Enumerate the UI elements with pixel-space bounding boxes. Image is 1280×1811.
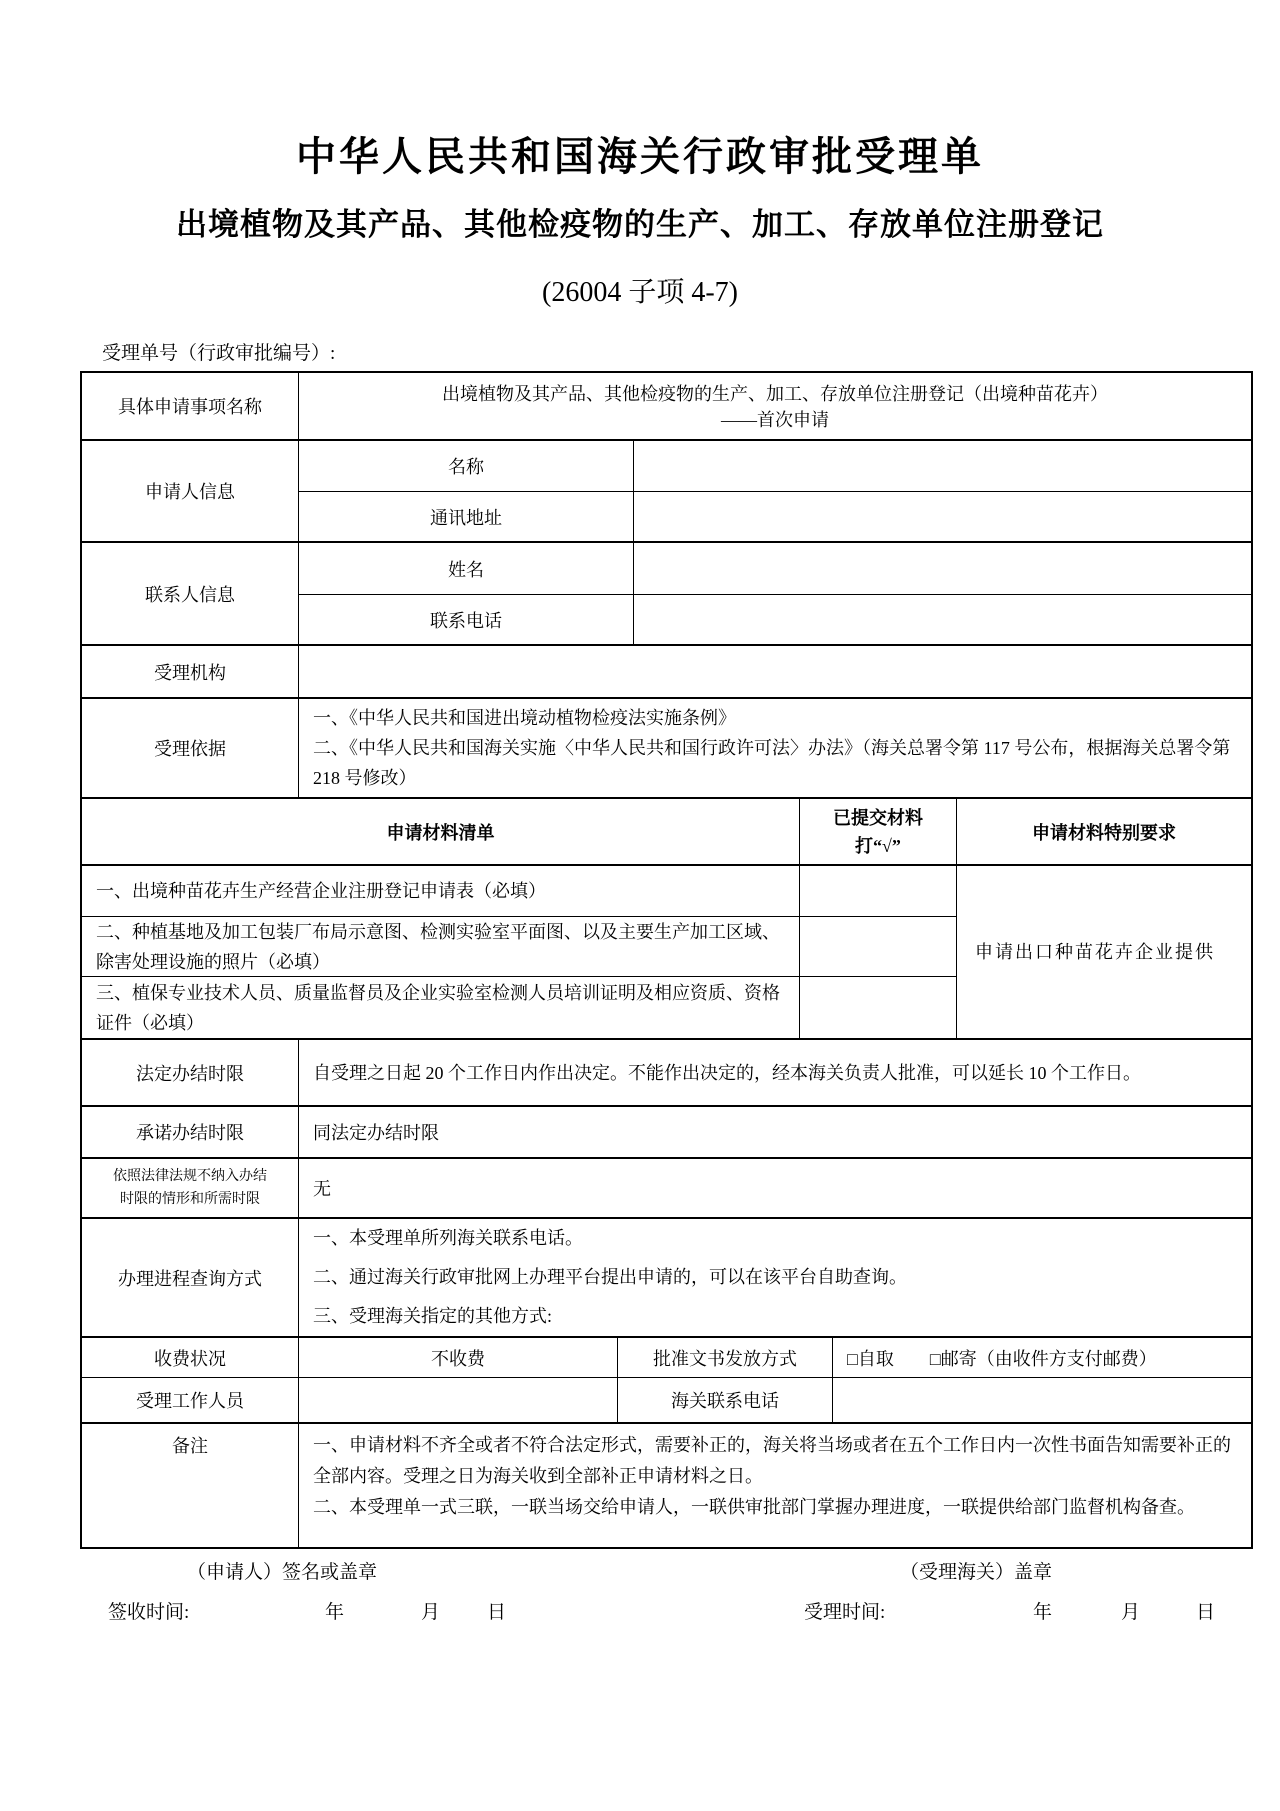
item-code: (26004 子项 4-7) xyxy=(542,277,738,308)
row-acceptance-basis xyxy=(82,697,1251,797)
field-label-promised-time-limit: 承诺办结时限 xyxy=(136,1123,244,1143)
field-label-customs-phone: 海关联系电话 xyxy=(617,1378,832,1422)
applicant-name-label: 名称 xyxy=(448,457,484,477)
footer-signature-row xyxy=(0,1549,1280,1583)
material-row-2 xyxy=(82,916,956,976)
row-applicant-name xyxy=(299,441,1251,491)
contact-phone-label: 联系电话 xyxy=(430,610,502,631)
sign-month-label: 月 xyxy=(421,1602,441,1623)
field-label-application-item: 具体申请事项名称 xyxy=(118,397,262,417)
material-row-1 xyxy=(82,866,956,916)
contact-phone-value xyxy=(633,595,1251,644)
row-applicant-info xyxy=(82,439,1251,541)
sign-day-label: 日 xyxy=(487,1602,507,1623)
footer-date-row xyxy=(0,1583,1280,1623)
contact-name-label: 姓名 xyxy=(448,559,484,580)
row-fee-status xyxy=(82,1336,1251,1377)
progress-query-item3: 三、受理海关指定的其他方式: xyxy=(313,1306,552,1326)
field-label-progress-query: 办理进程查询方式 xyxy=(118,1268,262,1289)
field-label-excluded-time xyxy=(82,1159,298,1217)
fee-status-value: 不收费 xyxy=(298,1338,617,1377)
field-label-staff: 受理工作人员 xyxy=(136,1391,244,1411)
acceptance-org-value xyxy=(298,646,1251,697)
applicant-address-label: 通讯地址 xyxy=(430,507,502,528)
row-promised-time-limit xyxy=(82,1105,1251,1157)
progress-query-item2: 二、通过海关行政审批网上办理平台提出申请的，可以在该平台自助查询。 xyxy=(313,1267,907,1287)
customs-phone-value xyxy=(832,1378,1251,1422)
row-contact-name xyxy=(299,543,1251,594)
materials-special-requirement xyxy=(956,866,1251,1038)
materials-header-list: 申请材料清单 xyxy=(386,822,495,843)
row-acceptance-org xyxy=(82,644,1251,697)
remarks-item1: 一、申请材料不齐全或者不符合法定形式，需要补正的，海关将当场或者在五个工作日内一次性书面告知需要补正的全部内容。受理之日为海关收到全部补正申请材料之日。 xyxy=(313,1435,1231,1486)
row-contact-info xyxy=(82,541,1251,644)
row-materials-header xyxy=(82,797,1251,864)
materials-header-submitted xyxy=(799,799,956,864)
accept-day-label: 日 xyxy=(1196,1602,1216,1623)
progress-query-value xyxy=(298,1219,1251,1336)
row-progress-query xyxy=(82,1217,1251,1336)
applicant-name-value xyxy=(633,441,1251,491)
accept-month-label: 月 xyxy=(1121,1602,1141,1623)
acceptance-basis-item2: 二、《中华人民共和国海关实施〈中华人民共和国行政许可法〉办法》（海关总署令第 117 号公布，根据海关总署令第 218 号修改） xyxy=(313,738,1231,788)
rows-materials xyxy=(82,864,1251,1038)
field-label-remarks: 备注 xyxy=(172,1436,208,1456)
promised-time-limit-value: 同法定办结时限 xyxy=(298,1107,1251,1157)
acceptance-number-label: 受理单号（行政审批编号）: xyxy=(102,343,336,364)
row-contact-phone xyxy=(299,594,1251,644)
field-label-acceptance-org: 受理机构 xyxy=(154,662,226,683)
field-label-document-issue: 批准文书发放方式 xyxy=(617,1338,832,1377)
remarks-item2: 二、本受理单一式三联，一联当场交给申请人，一联供审批部门掌握办理进度，一联提供给部门监督机构备查。 xyxy=(313,1497,1195,1517)
material-row-3 xyxy=(82,976,956,1038)
field-label-contact-info: 联系人信息 xyxy=(145,584,235,605)
page-subtitle: 出境植物及其产品、其他检疫物的生产、加工、存放单位注册登记 xyxy=(176,207,1104,242)
row-staff xyxy=(82,1377,1251,1422)
row-remarks xyxy=(82,1422,1251,1547)
sign-time-label: 签收时间: xyxy=(108,1602,190,1623)
applicant-address-value xyxy=(633,492,1251,541)
accept-year-label: 年 xyxy=(1033,1602,1053,1623)
staff-value xyxy=(298,1378,617,1422)
excluded-time-label-line2: 时限的情形和所需时限 xyxy=(120,1192,260,1207)
accept-time-label: 受理时间: xyxy=(804,1602,886,1623)
form-table xyxy=(80,371,1253,1549)
application-item-value xyxy=(298,373,1251,439)
field-label-statutory-time-limit: 法定办结时限 xyxy=(136,1063,244,1084)
applicant-sign-label: （申请人）签名或盖章 xyxy=(187,1562,378,1583)
application-item-value-line1: 出境植物及其产品、其他检疫物的生产、加工、存放单位注册登记（出境种苗花卉） xyxy=(442,384,1108,404)
customs-seal-label: （受理海关）盖章 xyxy=(900,1562,1053,1583)
materials-header-submitted-line2: 打“√” xyxy=(855,835,901,856)
materials-header-submitted-line1: 已提交材料 xyxy=(833,807,923,828)
acceptance-basis-item1: 一、《中华人民共和国进出境动植物检疫法实施条例》 xyxy=(313,708,736,728)
remarks-value xyxy=(298,1424,1251,1547)
application-item-value-line2: ——首次申请 xyxy=(721,410,829,430)
row-applicant-address xyxy=(299,491,1251,541)
progress-query-item1: 一、本受理单所列海关联系电话。 xyxy=(313,1228,583,1248)
sign-year-label: 年 xyxy=(325,1602,345,1623)
contact-name-value xyxy=(633,543,1251,594)
statutory-time-limit-value: 自受理之日起 20 个工作日内作出决定。不能作出决定的，经本海关负责人批准，可以延长 10 个工作日。 xyxy=(298,1040,1251,1105)
page-title: 中华人民共和国海关行政审批受理单 xyxy=(296,134,984,179)
excluded-time-label-line1: 依照法律法规不纳入办结 xyxy=(113,1169,267,1184)
material-2-submitted xyxy=(799,917,956,976)
materials-special-requirement-text: 申请出口种苗花卉企业提供 xyxy=(975,941,1215,962)
row-statutory-time-limit xyxy=(82,1038,1251,1105)
material-1-desc: 一、出境种苗花卉生产经营企业注册登记申请表（必填） xyxy=(96,881,546,901)
material-1-submitted xyxy=(799,866,956,916)
field-label-fee-status: 收费状况 xyxy=(154,1348,226,1369)
row-excluded-time xyxy=(82,1157,1251,1217)
material-3-desc: 三、植保专业技术人员、质量监督员及企业实验室检测人员培训证明及相应资质、资格证件（必填） xyxy=(96,982,780,1033)
excluded-time-value: 无 xyxy=(298,1159,1251,1217)
acceptance-basis-value xyxy=(298,699,1251,797)
row-application-item xyxy=(82,373,1251,439)
material-2-desc: 二、种植基地及加工包装厂布局示意图、检测实验室平面图、以及主要生产加工区域、除害处理设施的照片（必填） xyxy=(96,921,780,972)
field-label-applicant-info: 申请人信息 xyxy=(145,482,235,502)
document-issue-options: □自取 □邮寄（由收件方支付邮费） xyxy=(832,1338,1251,1377)
materials-header-special: 申请材料特别要求 xyxy=(956,799,1251,864)
field-label-acceptance-basis: 受理依据 xyxy=(154,739,226,759)
material-3-submitted xyxy=(799,977,956,1038)
